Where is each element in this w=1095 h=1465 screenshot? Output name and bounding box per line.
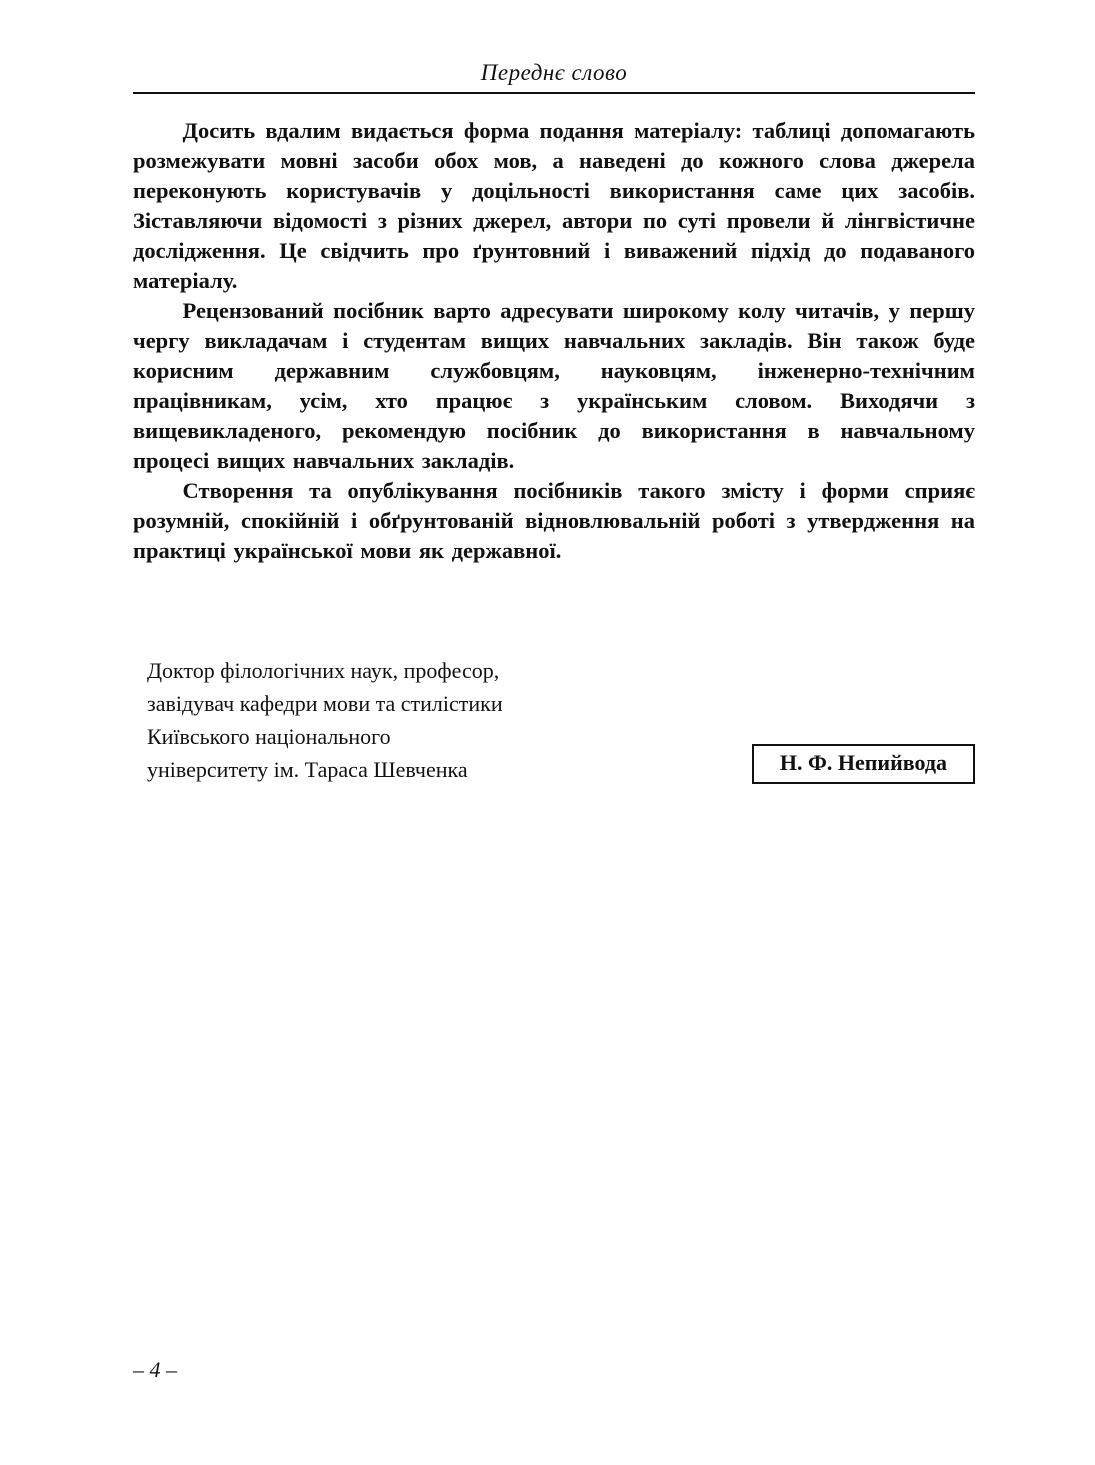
reviewer-name: Н. Ф. Непийвода [779,750,947,775]
signature-line-4: університету ім. Тараса Шевченка [147,757,468,782]
signature-line-1: Доктор філологічних наук, професор, [147,658,500,683]
signature-line-2: завідувач кафедри мови та стилістики [147,691,503,716]
body-text [133,116,975,566]
signature-line-3: Київського національного [147,724,391,749]
paragraph-3: Створення та опублікування посібників такого змісту і форми сприяє розумній, спокійній і обґрунтованій відновлювальній роботі з утвердження на практиці української мови як державної. [133,478,975,563]
header-rule [133,92,975,94]
signature-row [133,654,975,786]
paragraph-2: Рецензований посібник варто адресувати широкому колу читачів, у першу чергу викладачам і студентам вищих навчальних закладів. Він також буде корисним державним службовцям, науковцям, інженерно-технічним працівникам, усім, хто працює з українським словом. Виходячи з вищевикладеного, рекомендую посібник до використання в навчальному процесі вищих навчальних закладів. [133,298,975,473]
signature-block [133,654,503,786]
page-number: – 4 – [133,1357,177,1382]
running-head [133,60,975,92]
running-head-text: Переднє слово [480,60,628,85]
paragraph-1: Досить вдалим видається форма подання матеріалу: таблиці допомагають розмежувати мовні засоби обох мов, а наведені до кожного слова джерела переконують користувачів у доцільності використання саме цих засобів. Зіставляючи відомості з різних джерел, автори по суті провели й лінгвістичне дослідження. Це свідчить про ґрунтовний і виважений підхід до подаваного матеріалу. [133,118,975,293]
reviewer-name-box [752,744,975,784]
